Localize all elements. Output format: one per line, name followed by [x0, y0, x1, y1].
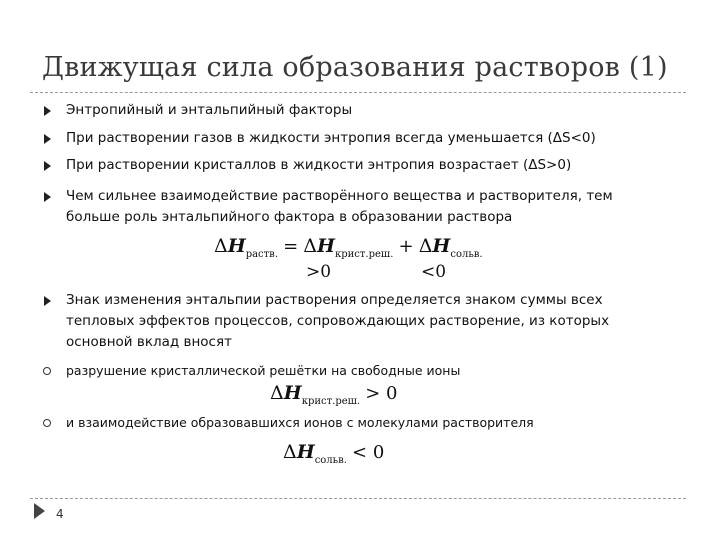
formula-lattice-enthalpy: $\Delta H_{крист.реш.} > 0$: [270, 382, 398, 407]
bullet-text: При растворении кристаллов в жидкости энтропия возрастает (ΔS>0): [66, 157, 572, 173]
slide-title: Движущая сила образования растворов (1): [42, 52, 668, 83]
formula-condition-negative: <0: [421, 262, 447, 282]
triangle-bullet-icon: [44, 296, 51, 306]
sub-bullet-text: разрушение кристаллической решётки на свободные ионы: [66, 363, 461, 378]
bullet-text: Знак изменения энтальпии растворения определяется знаком суммы всех тепловых эффектов процессов, сопровождающих растворение, из которых основной вклад вносят: [66, 292, 610, 350]
formula-solvation-enthalpy: $\Delta H_{сольв.} < 0$: [283, 441, 385, 466]
circle-bullet-icon: [43, 419, 51, 427]
page-marker-icon: [34, 503, 45, 519]
bullet-text: Чем сильнее взаимодействие растворённого вещества и растворителя, тем больше роль энтальпийного фактора в образовании раствора: [66, 188, 613, 225]
triangle-bullet-icon: [44, 192, 51, 202]
triangle-bullet-icon: [44, 106, 51, 116]
circle-bullet-icon: [43, 367, 51, 375]
triangle-bullet-icon: [44, 134, 51, 144]
formula-condition-positive: >0: [306, 262, 332, 282]
triangle-bullet-icon: [44, 161, 51, 171]
footer-divider: [30, 498, 686, 499]
bullet-text: Энтропийный и энтальпийный факторы: [66, 102, 353, 118]
formula-dissolution-enthalpy: $\Delta H_{раств.} = \Delta H_{крист.реш.} + \Delta H_{сольв.}$: [214, 235, 483, 260]
page-number: 4: [56, 507, 64, 521]
bullet-text: При растворении газов в жидкости энтропия всегда уменьшается (ΔS<0): [66, 130, 596, 146]
title-divider: [30, 92, 686, 93]
sub-bullet-text: и взаимодействие образовавшихся ионов с молекулами растворителя: [66, 415, 534, 430]
